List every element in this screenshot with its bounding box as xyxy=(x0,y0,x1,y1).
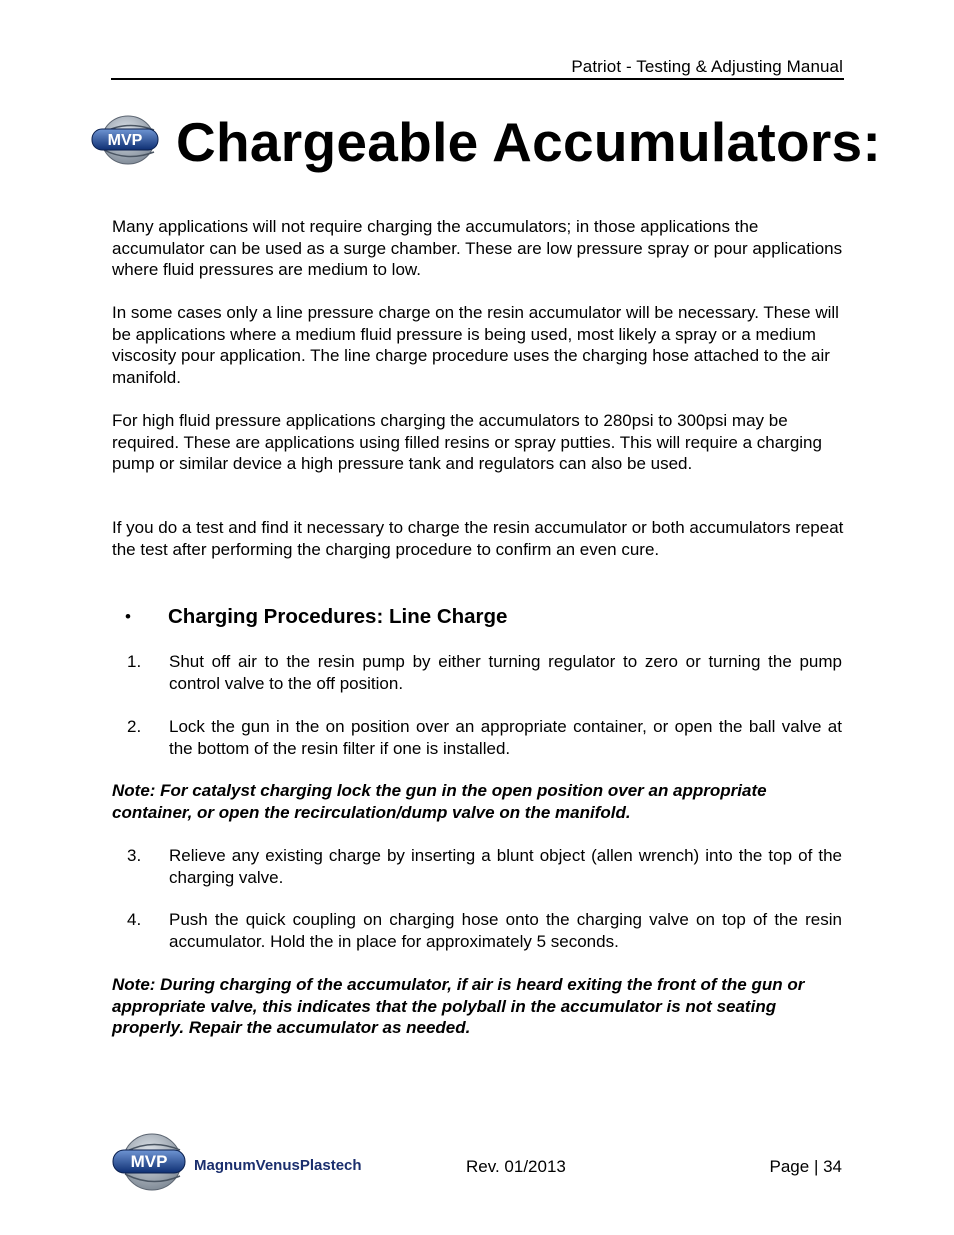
mvp-logo-icon xyxy=(88,112,160,166)
header-manual-title: Patriot - Testing & Adjusting Manual xyxy=(571,57,843,76)
step-text: Lock the gun in the on position over an appropriate container, or open the ball valve at the bottom of the resin filter if one is installed. xyxy=(169,717,842,758)
section-heading: Charging Procedures: Line Charge xyxy=(168,605,508,628)
step-item xyxy=(112,845,842,888)
logo-badge-text: MVP xyxy=(107,132,143,149)
step-number: 2. xyxy=(127,717,142,736)
footer-badge-text: MVP xyxy=(130,1152,168,1171)
section-heading-row xyxy=(112,605,847,629)
company-name: MagnumVenusPlastech xyxy=(194,1157,362,1174)
step-number: 4. xyxy=(127,910,142,929)
step-item xyxy=(112,716,842,759)
step-item xyxy=(112,651,842,694)
paragraph-4: If you do a test and find it necessary to charge the resin accumulator or both accumulators repeat the test after performing the charging procedure to confirm an even cure. xyxy=(112,518,844,559)
paragraph-3: For high fluid pressure applications charging the accumulators to 280psi to 300psi may be required. These are applications using filled resins or spray putties. This will require a charging pump or similar device a high pressure tank and regulators can also be used. xyxy=(112,411,822,473)
paragraph-2: In some cases only a line pressure charge on the resin accumulator will be necessary. These will be applications where a medium fluid pressure is being used, most likely a spray or a medium viscosity pour application. The line charge procedure uses the charging hose attached to the air manifold. xyxy=(112,303,839,387)
step-text: Shut off air to the resin pump by either turning regulator to zero or turning the pump control valve to the off position. xyxy=(169,652,842,693)
note-catalyst: Note: For catalyst charging lock the gun in the open position over an appropriate container, or open the recirculation/dump valve on the manifold. xyxy=(112,781,767,822)
footer-revision: Rev. 01/2013 xyxy=(466,1157,566,1176)
step-number: 3. xyxy=(127,846,142,865)
step-number: 1. xyxy=(127,652,142,671)
step-text: Relieve any existing charge by inserting a blunt object (allen wrench) into the top of the charging valve. xyxy=(169,846,842,887)
footer-page-number: Page | 34 xyxy=(769,1157,842,1176)
bullet-icon: • xyxy=(125,607,131,626)
paragraph-1: Many applications will not require charging the accumulators; in those applications the accumulator can be used as a surge chamber. These are low pressure spray or pour applications where fluid pressures are medium to low. xyxy=(112,217,843,279)
step-item xyxy=(112,909,842,952)
header-divider xyxy=(111,78,844,80)
note-polyball: Note: During charging of the accumulator, if air is heard exiting the front of the gun or appropriate valve, this indicates that the polyball in the accumulator is not seating properly. Repair the accumulator as needed. xyxy=(112,975,805,1037)
page-title: Chargeable Accumulators: xyxy=(176,111,882,173)
company-logo-icon xyxy=(108,1130,400,1194)
step-text: Push the quick coupling on charging hose onto the charging valve on top of the resin accumulator. Hold the in place for approximately 5 seconds. xyxy=(169,910,842,951)
